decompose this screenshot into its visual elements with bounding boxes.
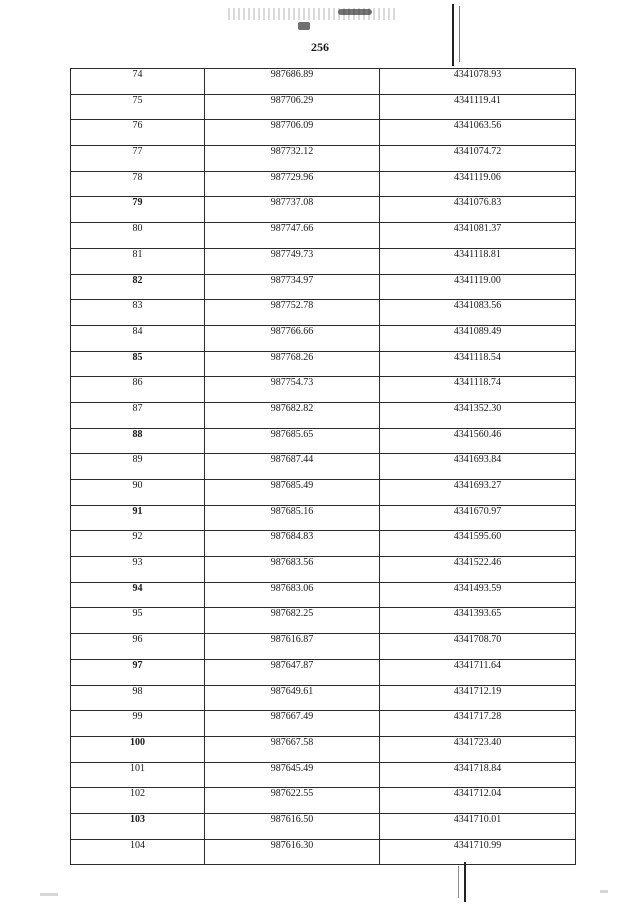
scan-speck [600, 890, 608, 893]
point-id-cell: 84 [71, 325, 205, 351]
x-coordinate-cell: 987616.87 [205, 634, 380, 660]
table-row [71, 146, 576, 172]
x-coordinate-cell: 987683.06 [205, 582, 380, 608]
table-row [71, 582, 576, 608]
x-coordinate-cell: 987645.49 [205, 762, 380, 788]
table-row [71, 813, 576, 839]
y-coordinate-cell: 4341352.30 [380, 402, 576, 428]
x-coordinate-cell: 987737.08 [205, 197, 380, 223]
table-row [71, 274, 576, 300]
coordinates-table-body [71, 69, 576, 865]
table-row [71, 608, 576, 634]
y-coordinate-cell: 4341089.49 [380, 325, 576, 351]
point-id-cell: 75 [71, 94, 205, 120]
table-row [71, 428, 576, 454]
x-coordinate-cell: 987752.78 [205, 300, 380, 326]
point-id-cell: 81 [71, 248, 205, 274]
point-id-cell: 97 [71, 659, 205, 685]
table-row [71, 377, 576, 403]
y-coordinate-cell: 4341723.40 [380, 736, 576, 762]
x-coordinate-cell: 987768.26 [205, 351, 380, 377]
x-coordinate-cell: 987729.96 [205, 171, 380, 197]
y-coordinate-cell: 4341711.64 [380, 659, 576, 685]
point-id-cell: 86 [71, 377, 205, 403]
x-coordinate-cell: 987684.83 [205, 531, 380, 557]
point-id-cell: 85 [71, 351, 205, 377]
table-row [71, 300, 576, 326]
point-id-cell: 78 [71, 171, 205, 197]
x-coordinate-cell: 987667.49 [205, 711, 380, 737]
point-id-cell: 76 [71, 120, 205, 146]
table-row [71, 402, 576, 428]
table-row [71, 685, 576, 711]
x-coordinate-cell: 987686.89 [205, 69, 380, 95]
table-row [71, 711, 576, 737]
y-coordinate-cell: 4341076.83 [380, 197, 576, 223]
point-id-cell: 79 [71, 197, 205, 223]
x-coordinate-cell: 987667.58 [205, 736, 380, 762]
table-row [71, 454, 576, 480]
x-coordinate-cell: 987687.44 [205, 454, 380, 480]
y-coordinate-cell: 4341393.65 [380, 608, 576, 634]
x-coordinate-cell: 987734.97 [205, 274, 380, 300]
table-row [71, 736, 576, 762]
point-id-cell: 94 [71, 582, 205, 608]
point-id-cell: 98 [71, 685, 205, 711]
table-row [71, 351, 576, 377]
y-coordinate-cell: 4341595.60 [380, 531, 576, 557]
x-coordinate-cell: 987647.87 [205, 659, 380, 685]
point-id-cell: 80 [71, 223, 205, 249]
table-row [71, 659, 576, 685]
table-row [71, 762, 576, 788]
point-id-cell: 83 [71, 300, 205, 326]
table-row [71, 505, 576, 531]
table-row [71, 531, 576, 557]
y-coordinate-cell: 4341718.84 [380, 762, 576, 788]
x-coordinate-cell: 987685.16 [205, 505, 380, 531]
table-row [71, 325, 576, 351]
x-coordinate-cell: 987683.56 [205, 557, 380, 583]
binding-edge-line [464, 862, 466, 902]
y-coordinate-cell: 4341081.37 [380, 223, 576, 249]
x-coordinate-cell: 987685.49 [205, 480, 380, 506]
y-coordinate-cell: 4341083.56 [380, 300, 576, 326]
x-coordinate-cell: 987732.12 [205, 146, 380, 172]
y-coordinate-cell: 4341693.84 [380, 454, 576, 480]
point-id-cell: 101 [71, 762, 205, 788]
x-coordinate-cell: 987706.09 [205, 120, 380, 146]
table-row [71, 197, 576, 223]
x-coordinate-cell: 987616.50 [205, 813, 380, 839]
table-row [71, 480, 576, 506]
binding-edge-line [452, 4, 454, 66]
x-coordinate-cell: 987706.29 [205, 94, 380, 120]
y-coordinate-cell: 4341118.54 [380, 351, 576, 377]
y-coordinate-cell: 4341118.81 [380, 248, 576, 274]
page-number: 256 [311, 40, 329, 54]
y-coordinate-cell: 4341712.04 [380, 788, 576, 814]
y-coordinate-cell: 4341717.28 [380, 711, 576, 737]
table-row [71, 94, 576, 120]
y-coordinate-cell: 4341074.72 [380, 146, 576, 172]
table-row [71, 788, 576, 814]
point-id-cell: 102 [71, 788, 205, 814]
y-coordinate-cell: 4341078.93 [380, 69, 576, 95]
y-coordinate-cell: 4341522.46 [380, 557, 576, 583]
coordinates-table [70, 68, 576, 865]
scan-noise-dark [338, 9, 372, 15]
y-coordinate-cell: 4341063.56 [380, 120, 576, 146]
table-row [71, 557, 576, 583]
point-id-cell: 87 [71, 402, 205, 428]
point-id-cell: 89 [71, 454, 205, 480]
point-id-cell: 88 [71, 428, 205, 454]
x-coordinate-cell: 987616.30 [205, 839, 380, 865]
scan-speck [40, 893, 58, 896]
x-coordinate-cell: 987747.66 [205, 223, 380, 249]
y-coordinate-cell: 4341710.01 [380, 813, 576, 839]
binding-edge-line [458, 866, 459, 898]
x-coordinate-cell: 987622.55 [205, 788, 380, 814]
y-coordinate-cell: 4341712.19 [380, 685, 576, 711]
x-coordinate-cell: 987749.73 [205, 248, 380, 274]
point-id-cell: 74 [71, 69, 205, 95]
table-row [71, 839, 576, 865]
y-coordinate-cell: 4341119.41 [380, 94, 576, 120]
point-id-cell: 93 [71, 557, 205, 583]
point-id-cell: 95 [71, 608, 205, 634]
table-row [71, 69, 576, 95]
point-id-cell: 99 [71, 711, 205, 737]
table-row [71, 223, 576, 249]
x-coordinate-cell: 987682.82 [205, 402, 380, 428]
x-coordinate-cell: 987649.61 [205, 685, 380, 711]
y-coordinate-cell: 4341119.00 [380, 274, 576, 300]
table-row [71, 248, 576, 274]
x-coordinate-cell: 987754.73 [205, 377, 380, 403]
point-id-cell: 96 [71, 634, 205, 660]
y-coordinate-cell: 4341118.74 [380, 377, 576, 403]
scan-mark [298, 22, 310, 30]
x-coordinate-cell: 987685.65 [205, 428, 380, 454]
y-coordinate-cell: 4341560.46 [380, 428, 576, 454]
table-row [71, 120, 576, 146]
point-id-cell: 104 [71, 839, 205, 865]
y-coordinate-cell: 4341119.06 [380, 171, 576, 197]
x-coordinate-cell: 987682.25 [205, 608, 380, 634]
y-coordinate-cell: 4341710.99 [380, 839, 576, 865]
y-coordinate-cell: 4341708.70 [380, 634, 576, 660]
point-id-cell: 103 [71, 813, 205, 839]
point-id-cell: 77 [71, 146, 205, 172]
x-coordinate-cell: 987766.66 [205, 325, 380, 351]
point-id-cell: 100 [71, 736, 205, 762]
y-coordinate-cell: 4341693.27 [380, 480, 576, 506]
point-id-cell: 90 [71, 480, 205, 506]
table-row [71, 171, 576, 197]
point-id-cell: 91 [71, 505, 205, 531]
point-id-cell: 82 [71, 274, 205, 300]
y-coordinate-cell: 4341670.97 [380, 505, 576, 531]
point-id-cell: 92 [71, 531, 205, 557]
table-row [71, 634, 576, 660]
y-coordinate-cell: 4341493.59 [380, 582, 576, 608]
